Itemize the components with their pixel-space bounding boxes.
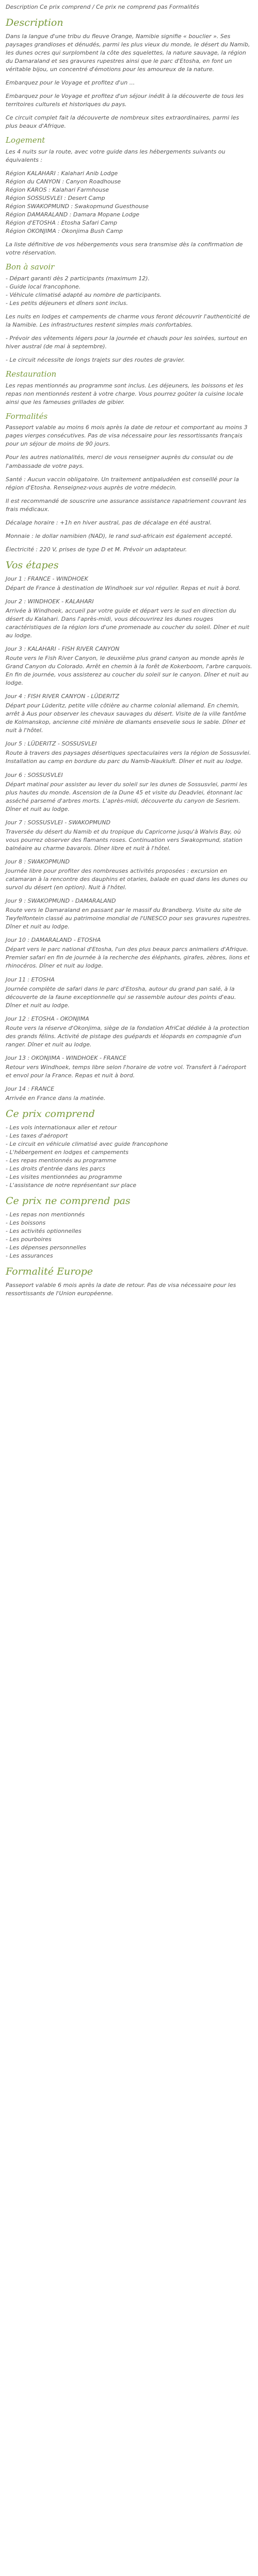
price-includes-section [6, 1108, 252, 1190]
lodging-note: La liste définitive de vos hébergements vous sera transmise dès la confirmation de votre réservation. [6, 241, 243, 257]
day-description: Traversée du désert du Namib et du tropique du Capricorne jusqu'à Walvis Bay, où vous pourrez observer des flamants roses. Continuation vers Swakopmund, station balnéaire au charme bavarois. Dîner libre et nuit à l'hôtel. [6, 828, 243, 852]
formalities-paragraph-2: Pour les autres nationalités, merci de vous renseigner auprès du consulat ou de l'ambassade de votre pays. [6, 454, 233, 469]
day-title: Jour 2 : WINDHOEK - KALAHARI [6, 598, 94, 605]
formalities-paragraph-4: Il est recommandé de souscrire une assurance assistance rapatriement couvrant les frais médicaux. [6, 497, 247, 513]
good-to-know-section [6, 262, 252, 364]
list-item: - Les repas mentionnés au programme [6, 1157, 117, 1164]
formalities-section [6, 412, 252, 554]
description-section [6, 3, 252, 130]
formalities-europe-section [6, 1265, 252, 1298]
day-title: Jour 11 : ETOSHA [6, 976, 55, 983]
day-title: Jour 13 : OKONJIMA - WINDHOEK - FRANCE [6, 1054, 126, 1061]
lodging-title: Logement [6, 135, 45, 145]
list-item: - Guide local francophone. [6, 283, 81, 290]
day-description: Départ matinal pour assister au lever du soleil sur les dunes de Sossusvlei, parmi les plus hautes du monde. Ascension de la Dune 45 et visite du Deadvlei, étonnant lac asséché parsemé d'arbres morts. L'après-midi, découverte du canyon de Sesriem. Dîner et nuit au lodge. [6, 781, 248, 812]
day-description: Journée libre pour profiter des nombreuses activités proposées : excursion en catamaran à la rencontre des dauphins et otaries, balade en quad dans les dunes ou survol du désert (en option). Nuit à l'hôtel. [6, 867, 248, 891]
list-item: - Les dépenses personnelles [6, 1244, 86, 1251]
formalities-europe-paragraph: Passeport valable 6 mois après la date de retour. Pas de visa nécessaire pour les ressortissants de l'Union européenne. [6, 1281, 236, 1297]
lodging-section [6, 135, 252, 257]
list-item: - Les boissons [6, 1219, 46, 1226]
formalities-paragraph-7: Électricité : 220 V, prises de type D et M. Prévoir un adaptateur. [6, 546, 187, 553]
meals-section [6, 369, 252, 406]
list-item: - Les vols internationaux aller et retour [6, 1124, 117, 1131]
day-title: Jour 12 : ETOSHA - OKONJIMA [6, 1015, 89, 1022]
includes-title: Ce prix comprend [6, 1108, 95, 1120]
day-description: Arrivée en France dans la matinée. [6, 1095, 106, 1102]
list-item: Région KAROS : Kalahari Farmhouse [6, 186, 109, 193]
description-title: Description [6, 17, 63, 29]
list-item: - Les pourboires [6, 1236, 52, 1243]
good-to-know-paragraph-1: Les nuits en lodges et campements de charme vous feront découvrir l'authenticité de la Namibie. Les infrastructures restent simples mais confortables. [6, 313, 250, 328]
description-paragraph-4: Ce circuit complet fait la découverte de nombreux sites extraordinaires, parmi les plus beaux d'Afrique. [6, 114, 239, 130]
lodging-intro: Les 4 nuits sur la route, avec votre guide dans les hébergements suivants ou équivalents : [6, 148, 225, 163]
formalities-paragraph-5: Décalage horaire : +1h en hiver austral, pas de décalage en été austral. [6, 519, 212, 526]
day-title: Jour 3 : KALAHARI - FISH RIVER CANYON [6, 645, 120, 652]
day-description: Retour vers Windhoek, temps libre selon l'horaire de votre vol. Transfert à l'aéroport et envol pour la France. Repas et nuit à bord. [6, 1063, 247, 1079]
excludes-title: Ce prix ne comprend pas [6, 1195, 131, 1207]
good-to-know-title: Bon à savoir [6, 262, 55, 272]
day-description: Arrivée à Windhoek, accueil par votre guide et départ vers le sud en direction du désert du Kalahari. Dans l'après-midi, vous découvrirez les dunes rouges caractéristiques de la région lors d'une promenade au coucher du soleil. Dîner et nuit au lodge. [6, 607, 250, 639]
list-item: - L'hébergement en lodges et campements [6, 1148, 128, 1156]
steps-title: Vos étapes [6, 559, 59, 571]
day-description: Départ de France à destination de Windhoek sur vol régulier. Repas et nuit à bord. [6, 584, 241, 591]
day-title: Jour 14 : FRANCE [6, 1086, 55, 1093]
day-description: Route vers le Fish River Canyon, le deuxième plus grand canyon au monde après le Grand Canyon du Colorado. Arrêt en chemin à la forêt de Kokerboom, l'arbre carquois. En fin de journée, vous assisterez au coucher du soleil sur le canyon. Dîner et nuit au lodge. [6, 654, 252, 687]
list-item: Région du CANYON : Canyon Roadhouse [6, 178, 121, 185]
day-title: Jour 10 : DAMARALAND - ETOSHA [6, 937, 101, 944]
day-title: Jour 7 : SOSSUSVLEI - SWAKOPMUND [6, 819, 111, 826]
list-item: - Les activités optionnelles [6, 1227, 82, 1234]
lodging-list [6, 170, 252, 235]
list-item: Région d'ETOSHA : Etosha Safari Camp [6, 219, 117, 227]
list-item: Région OKONJIMA : Okonjima Bush Camp [6, 228, 123, 235]
list-item: - Les repas non mentionnés [6, 1211, 85, 1218]
formalities-title: Formalités [6, 411, 48, 421]
list-item: - L'assistance de notre représentant sur place [6, 1182, 137, 1189]
day-title: Jour 8 : SWAKOPMUND [6, 858, 70, 865]
formalities-europe-title: Formalité Europe [6, 1266, 93, 1278]
day-title: Jour 1 : FRANCE - WINDHOEK [6, 575, 88, 582]
itinerary-steps-section [6, 559, 252, 1103]
includes-list [6, 1124, 252, 1190]
good-to-know-list [6, 275, 252, 308]
description-paragraph-1: Dans la langue d'une tribu du fleuve Orange, Namibie signifie « bouclier ». Ses paysages grandioses et dénudés, parmi les plus vieux du monde, le désert du Namib, les dunes ocres qui surplombent la côte des squelettes, la nature sauvage, la région du Damaraland et ses gravures rupestres ainsi que le parc d'Etosha, en font un véritable bijou, un concentré d'émotions pour les amoureux de la nature. [6, 32, 250, 73]
day-title: Jour 4 : FISH RIVER CANYON - LÜDERITZ [6, 693, 120, 700]
list-item: Région SOSSUSVLEI : Desert Camp [6, 194, 105, 201]
tab-links[interactable]: Description Ce prix comprend / Ce prix ne comprend pas Formalités [6, 4, 199, 10]
list-item: - Les visites mentionnées au programme [6, 1174, 122, 1181]
formalities-paragraph-6: Monnaie : le dollar namibien (NAD), le rand sud-africain est également accepté. [6, 532, 233, 539]
price-excludes-section [6, 1195, 252, 1260]
day-title: Jour 9 : SWAKOPMUND - DAMARALAND [6, 897, 116, 905]
list-item: - Les droits d'entrée dans les parcs [6, 1165, 106, 1173]
day-title: Jour 5 : LÜDERITZ - SOSSUSVLEI [6, 740, 97, 748]
good-to-know-paragraph-3: - Le circuit nécessite de longs trajets sur des routes de gravier. [6, 357, 185, 364]
list-item: Région KALAHARI : Kalahari Anib Lodge [6, 170, 118, 177]
day-description: Journée complète de safari dans le parc d'Etosha, autour du grand pan salé, à la découverte de la faune exceptionnelle qui se rassemble autour des points d'eau. Dîner et nuit au lodge. [6, 985, 236, 1009]
meals-title: Restauration [6, 369, 57, 379]
excludes-list [6, 1211, 252, 1260]
formalities-paragraph-1: Passeport valable au moins 6 mois après la date de retour et comportant au moins 3 pages vierges consécutives. Pas de visa nécessaire pour les ressortissants français pour un séjour de moins de 90 jours. [6, 424, 248, 448]
list-item: - Véhicule climatisé adapté au nombre de participants. [6, 291, 162, 298]
day-title: Jour 6 : SOSSUSVLEI [6, 771, 63, 778]
good-to-know-paragraph-2: - Prévoir des vêtements légers pour la journée et chauds pour les soirées, surtout en hiver austral (de mai à septembre). [6, 335, 247, 350]
day-description: Route vers la réserve d'Okonjima, siège de la fondation AfriCat dédiée à la protection des grands félins. Activité de pistage des guépards et léopards en compagnie d'un ranger. Dîner et nuit au lodge. [6, 1024, 249, 1048]
day-description: Route à travers des paysages désertiques spectaculaires vers la région de Sossusvlei. Installation au camp en bordure du parc du Namib-Naukluft. Dîner et nuit au lodge. [6, 750, 251, 765]
description-paragraph-2: Embarquez pour le Voyage et profitez d'un ... [6, 79, 135, 86]
formalities-paragraph-3: Santé : Aucun vaccin obligatoire. Un traitement antipaludéen est conseillé pour la région d'Etosha. Renseignez-vous auprès de votre médecin. [6, 476, 239, 491]
list-item: - Les petits déjeuners et dîners sont inclus. [6, 299, 128, 307]
meals-paragraph: Les repas mentionnés au programme sont inclus. Les déjeuners, les boissons et les repas non mentionnés restent à votre charge. Vous pourrez goûter la cuisine locale ainsi que les fameuses grillades de gibier. [6, 382, 244, 405]
day-description: Route vers le Damaraland en passant par le massif du Brandberg. Visite du site de Twyfelfontein classé au patrimoine mondial de l'UNESCO pour ses gravures rupestres. Dîner et nuit au lodge. [6, 907, 251, 930]
day-description: Départ pour Lüderitz, petite ville côtière au charme colonial allemand. En chemin, arrêt à Aus pour observer les chevaux sauvages du désert. Visite de la ville fantôme de Kolmanskop, ancienne cité minière de diamants ensevelie sous le sable. Dîner et nuit à l'hôtel. [6, 702, 246, 734]
list-item: - Le circuit en véhicule climatisé avec guide francophone [6, 1140, 168, 1147]
list-item: Région DAMARALAND : Damara Mopane Lodge [6, 211, 140, 218]
day-description: Départ vers le parc national d'Etosha, l'un des plus beaux parcs animaliers d'Afrique. Premier safari en fin de journée à la recherche des éléphants, girafes, zèbres, lions et rhinocéros. Dîner et nuit au lodge. [6, 946, 250, 970]
list-item: - Les assurances [6, 1252, 53, 1260]
list-item: - Départ garanti dès 2 participants (maximum 12). [6, 275, 150, 282]
list-item: Région SWAKOPMUND : Swakopmund Guesthouse [6, 202, 149, 210]
list-item: - Les taxes d'aéroport [6, 1132, 68, 1139]
description-paragraph-3: Embarquez pour le Voyage et profitez d'un séjour inédit à la découverte de tous les territoires culturels et historiques du pays. [6, 93, 244, 108]
